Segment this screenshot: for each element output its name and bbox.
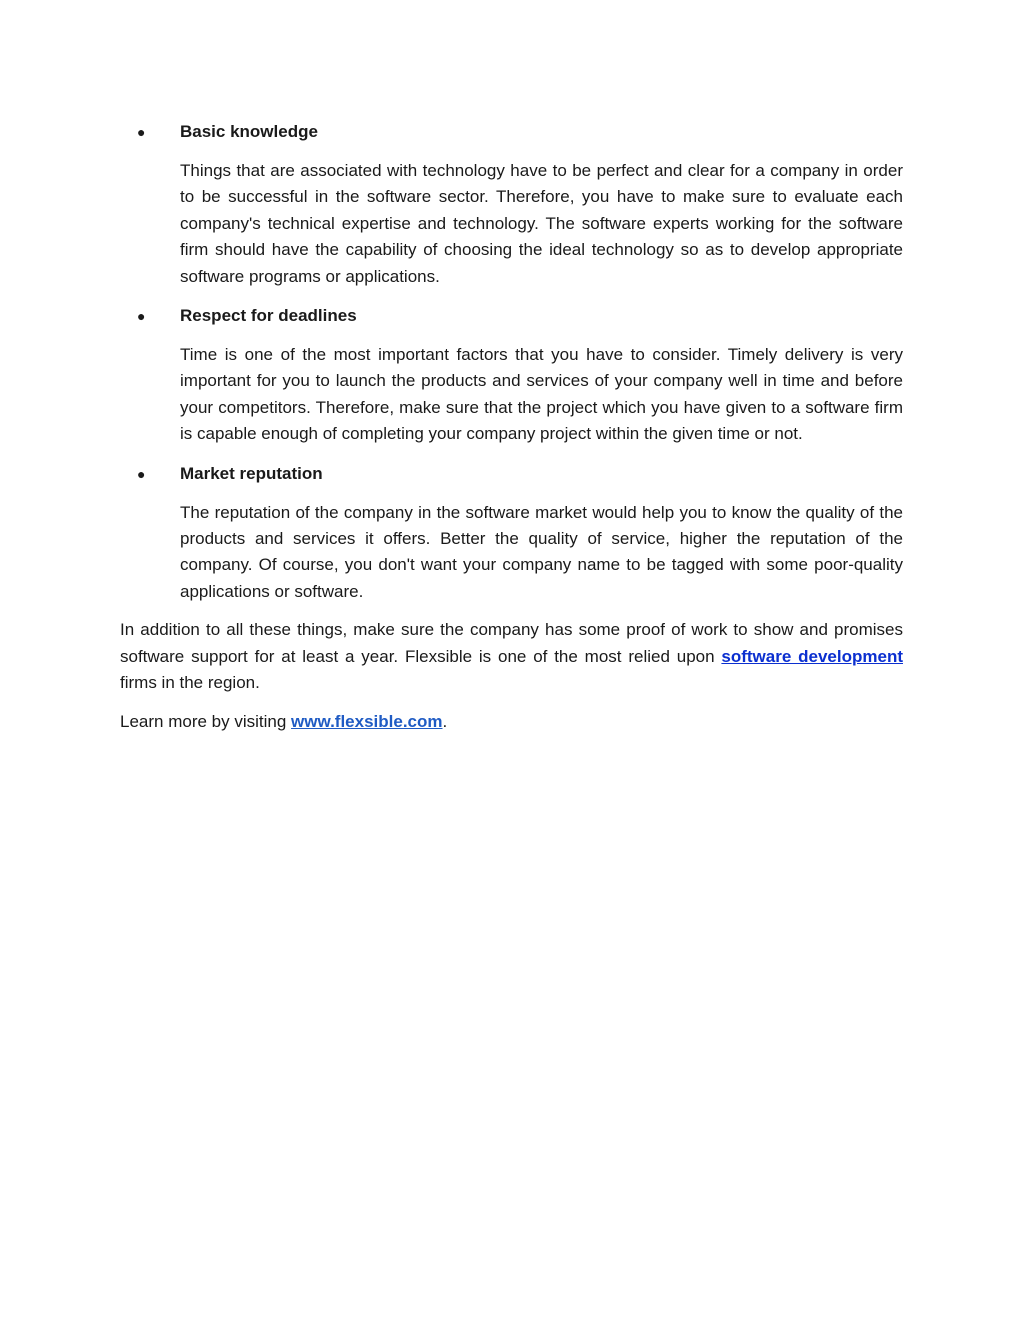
closing-text-before: In addition to all these things, make sure the company has some proof of work to show and promises software support for at least a year. Flexsible is one of the most relied upon <box>120 620 903 666</box>
bullet-icon: ● <box>137 465 146 482</box>
section-heading-row <box>137 460 903 488</box>
bullet-icon: ● <box>137 124 146 140</box>
section-heading: Market reputation <box>180 463 323 483</box>
closing-paragraph <box>120 617 903 696</box>
document-page <box>120 118 903 747</box>
section-respect-for-deadlines <box>137 302 903 448</box>
learn-more-text-after: . <box>442 711 448 731</box>
learn-more-text-before: Learn more by visiting <box>120 711 292 731</box>
website-link[interactable]: www.flexsible.com <box>291 711 443 731</box>
section-heading-row <box>137 302 903 330</box>
section-heading-row <box>137 118 903 146</box>
section-market-reputation <box>137 460 903 606</box>
section-body: Time is one of the most important factors that you have to consider. Timely delivery is very important for you to launch the products and services of your company well in time and before your competitors. Therefore, make sure that the project which you have given to a software firm is capable enough of completing your company project within the given time or not. <box>180 345 903 444</box>
closing-text-after: firms in the region. <box>120 673 260 693</box>
software-development-link[interactable]: software development <box>721 646 903 666</box>
section-body: The reputation of the company in the software market would help you to know the quality of the products and services it offers. Better the quality of service, higher the reputation of the company. Of course, you don't want your company name to be tagged with some poor-quality applications or software. <box>180 502 903 601</box>
bullet-icon: ● <box>137 308 146 325</box>
section-basic-knowledge <box>137 118 903 290</box>
section-heading: Respect for deadlines <box>180 306 357 326</box>
section-body: Things that are associated with technology have to be perfect and clear for a company in order to be successful in the software sector. Therefore, you have to make sure to evaluate each company's technical expertise and technology. The software experts working for the software firm should have the capability of choosing the ideal technology so as to develop appropriate software programs or applications. <box>180 161 903 286</box>
section-heading: Basic knowledge <box>180 122 318 141</box>
learn-more-paragraph <box>120 709 903 735</box>
